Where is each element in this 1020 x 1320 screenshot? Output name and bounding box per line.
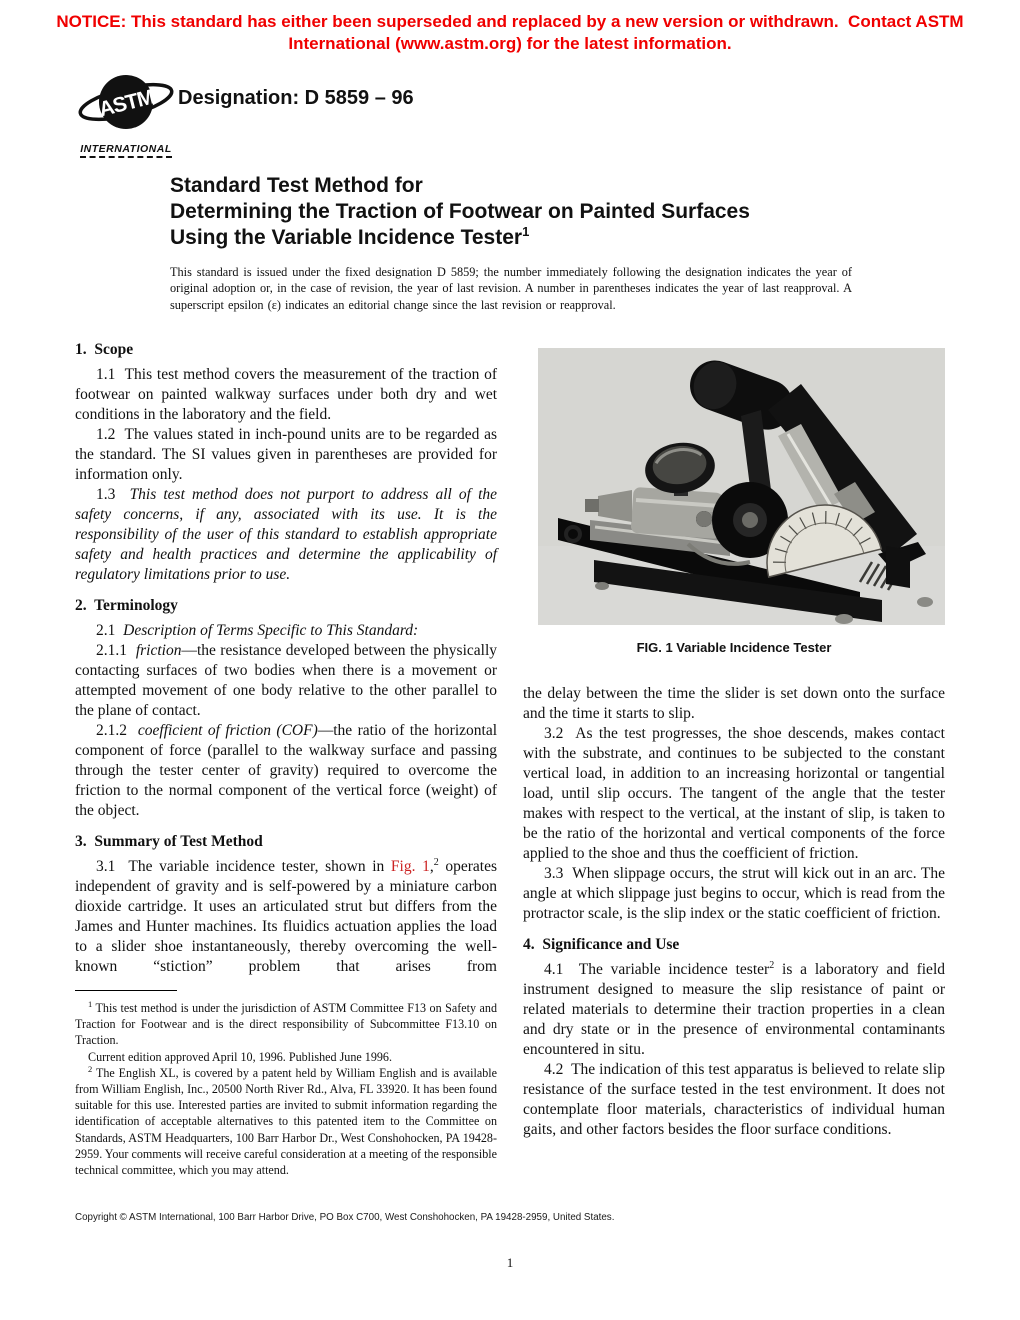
paragraph-1-2: 1.2 The values stated in inch-pound units are to be regarded as the standard. The SI values given in parentheses are provided for information only. <box>75 426 497 483</box>
heading-summary: 3. Summary of Test Method <box>75 833 263 850</box>
paragraph-4-2: 4.2 The indication of this test apparatus is believed to relate slip resistance of the surface tested in the test environment. It does not contemplate floor materials, characteristics of individual human gaits, and other factors besides the floor surface conditions. <box>523 1061 945 1138</box>
astm-logo-word: ASTM <box>96 85 157 122</box>
footnote-1: $^1$ This test method is under the jurisdiction of ASTM Committee F13 on Safety and Traction for Footwear and is the direct responsibility of Subcommittee F13.10 on Traction. <box>75 998 497 1048</box>
paragraph-3-1: 3.1 The variable incidence tester, shown in Fig. 1,$^2$ operates independent of gravity and is self-powered by a miniature carbon dioxide cartridge. It uses an articulated strut but differs from the James and Hunter machines. Its fluidics actuation applies the load to a slider shoe instantaneously, thereby overcoming the well-known “stiction” problem that arises from <box>75 856 497 975</box>
paragraph-3-3: 3.3 When slippage occurs, the strut will kick out in an arc. The angle at which slippage just begins to occur, which is read from the protractor scale, is the slip index or the static coefficient of friction. <box>523 865 945 922</box>
paragraph-2-1: 2.1 Description of Terms Specific to This Standard: <box>96 622 419 639</box>
title-line-3: Using the Variable Incidence Tester$^1$ <box>170 224 530 249</box>
paragraph-3-2: 3.2 As the test progresses, the shoe descends, makes contact with the substrate, and continues to be subjected to the constant vertical load, in addition to an increasing horizontal or tangential load, until slip occurs. The tangent of the angle that the tester makes with respect to the vertical, at the instant of slip, is taken to be the ratio of the horizontal and vertical components of the force applied to the shoe and thus the coefficient of friction. <box>523 725 945 862</box>
notice-line-2: International (www.astm.org) for the latest information. <box>288 34 732 53</box>
paragraph-4-1: 4.1 The variable incidence tester$^2$ is a laboratory and field instrument designed to measure the slip resistance of paint or related materials to determine their traction properties in a clean and dry state or in the presence of environmental contaminants encountered in situ. <box>523 959 945 1058</box>
heading-significance: 4. Significance and Use <box>523 936 680 953</box>
title-line-2: Determining the Traction of Footwear on Painted Surfaces <box>170 200 750 223</box>
superseded-notice <box>0 11 1020 55</box>
title-line-1: Standard Test Method for <box>170 174 423 197</box>
fig-1-link[interactable]: Fig. 1 <box>390 858 430 875</box>
copyright-line: Copyright © ASTM International, 100 Barr Harbor Drive, PO Box C700, West Conshohocken, PA 19428-2959, United States. <box>75 1212 615 1223</box>
paragraph-1-3: 1.3 This test method does not purport to address all of the safety concerns, if any, associated with its use. It is the responsibility of the user of this standard to establish appropriate safety and health practices and determine the applicability of regulatory limitations prior to use. <box>75 486 498 583</box>
heading-terminology: 2. Terminology <box>75 597 178 614</box>
notice-line-1: NOTICE: This standard has either been superseded and replaced by a new version or withdrawn. Contact ASTM <box>56 12 964 31</box>
footnote-2: $^2$ The English XL, is covered by a patent held by William English and is available from William English, Inc., 20500 North River Rd., Alva, FL 33920. It has been found suitable for this use. Interested parties are invited to submit information regarding the identification of acceptable alternatives to this patented item to the Committee on Standards, ASTM Headquarters, 100 Barr Harbor Dr., West Conshohocken, PA 19428-2959. Your comments will receive careful consideration at a meeting of the responsible technical committee, which you may attend. <box>75 1063 497 1178</box>
footnote-edition: Current edition approved April 10, 1996. Published June 1996. <box>88 1049 392 1064</box>
left-column <box>75 337 497 977</box>
astm-logo <box>76 72 176 158</box>
footnote-rule <box>75 990 177 991</box>
page-number: 1 <box>506 1255 514 1270</box>
preamble: This standard is issued under the fixed designation D 5859; the number immediately following the designation indicates the year of original adoption or, in the case of revision, the year of last revision. A number in parentheses indicates the year of last reapproval. A superscript epsilon (ε) indicates an editorial change since the last revision or reapproval. <box>170 265 852 312</box>
title-footnote-ref: 1 <box>522 224 530 239</box>
right-column <box>523 337 945 1140</box>
variable-incidence-tester-photo <box>538 348 945 625</box>
astm-logo-international: INTERNATIONAL <box>80 143 171 158</box>
paragraph-1-1: 1.1 This test method covers the measurement of the traction of footwear on painted walkway surfaces under both dry and wet conditions in the laboratory and the field. <box>75 366 497 423</box>
designation: Designation: D 5859 – 96 <box>178 87 414 109</box>
footnotes <box>75 990 497 1178</box>
astm-globe-icon <box>76 72 176 134</box>
heading-scope: 1. Scope <box>75 341 134 358</box>
paragraph-2-1-1: 2.1.1 friction—the resistance developed between the physically contacting surfaces of two bodies when there is a movement or attempted movement of one body relative to the other parallel to the plane of contact. <box>75 642 497 719</box>
figure-caption: FIG. 1 Variable Incidence Tester <box>636 640 832 655</box>
paragraph-2-1-2: 2.1.2 coefficient of friction (COF)—the ratio of the horizontal component of force (parallel to the walkway surface and passing through the tester center of gravity) required to overcome the friction to the normal component of the vertical force (weight) of the object. <box>75 722 498 819</box>
page-title <box>170 173 890 251</box>
paragraph-3-1-continued: the delay between the time the slider is set down onto the surface and the time it starts to slip. <box>523 685 945 722</box>
